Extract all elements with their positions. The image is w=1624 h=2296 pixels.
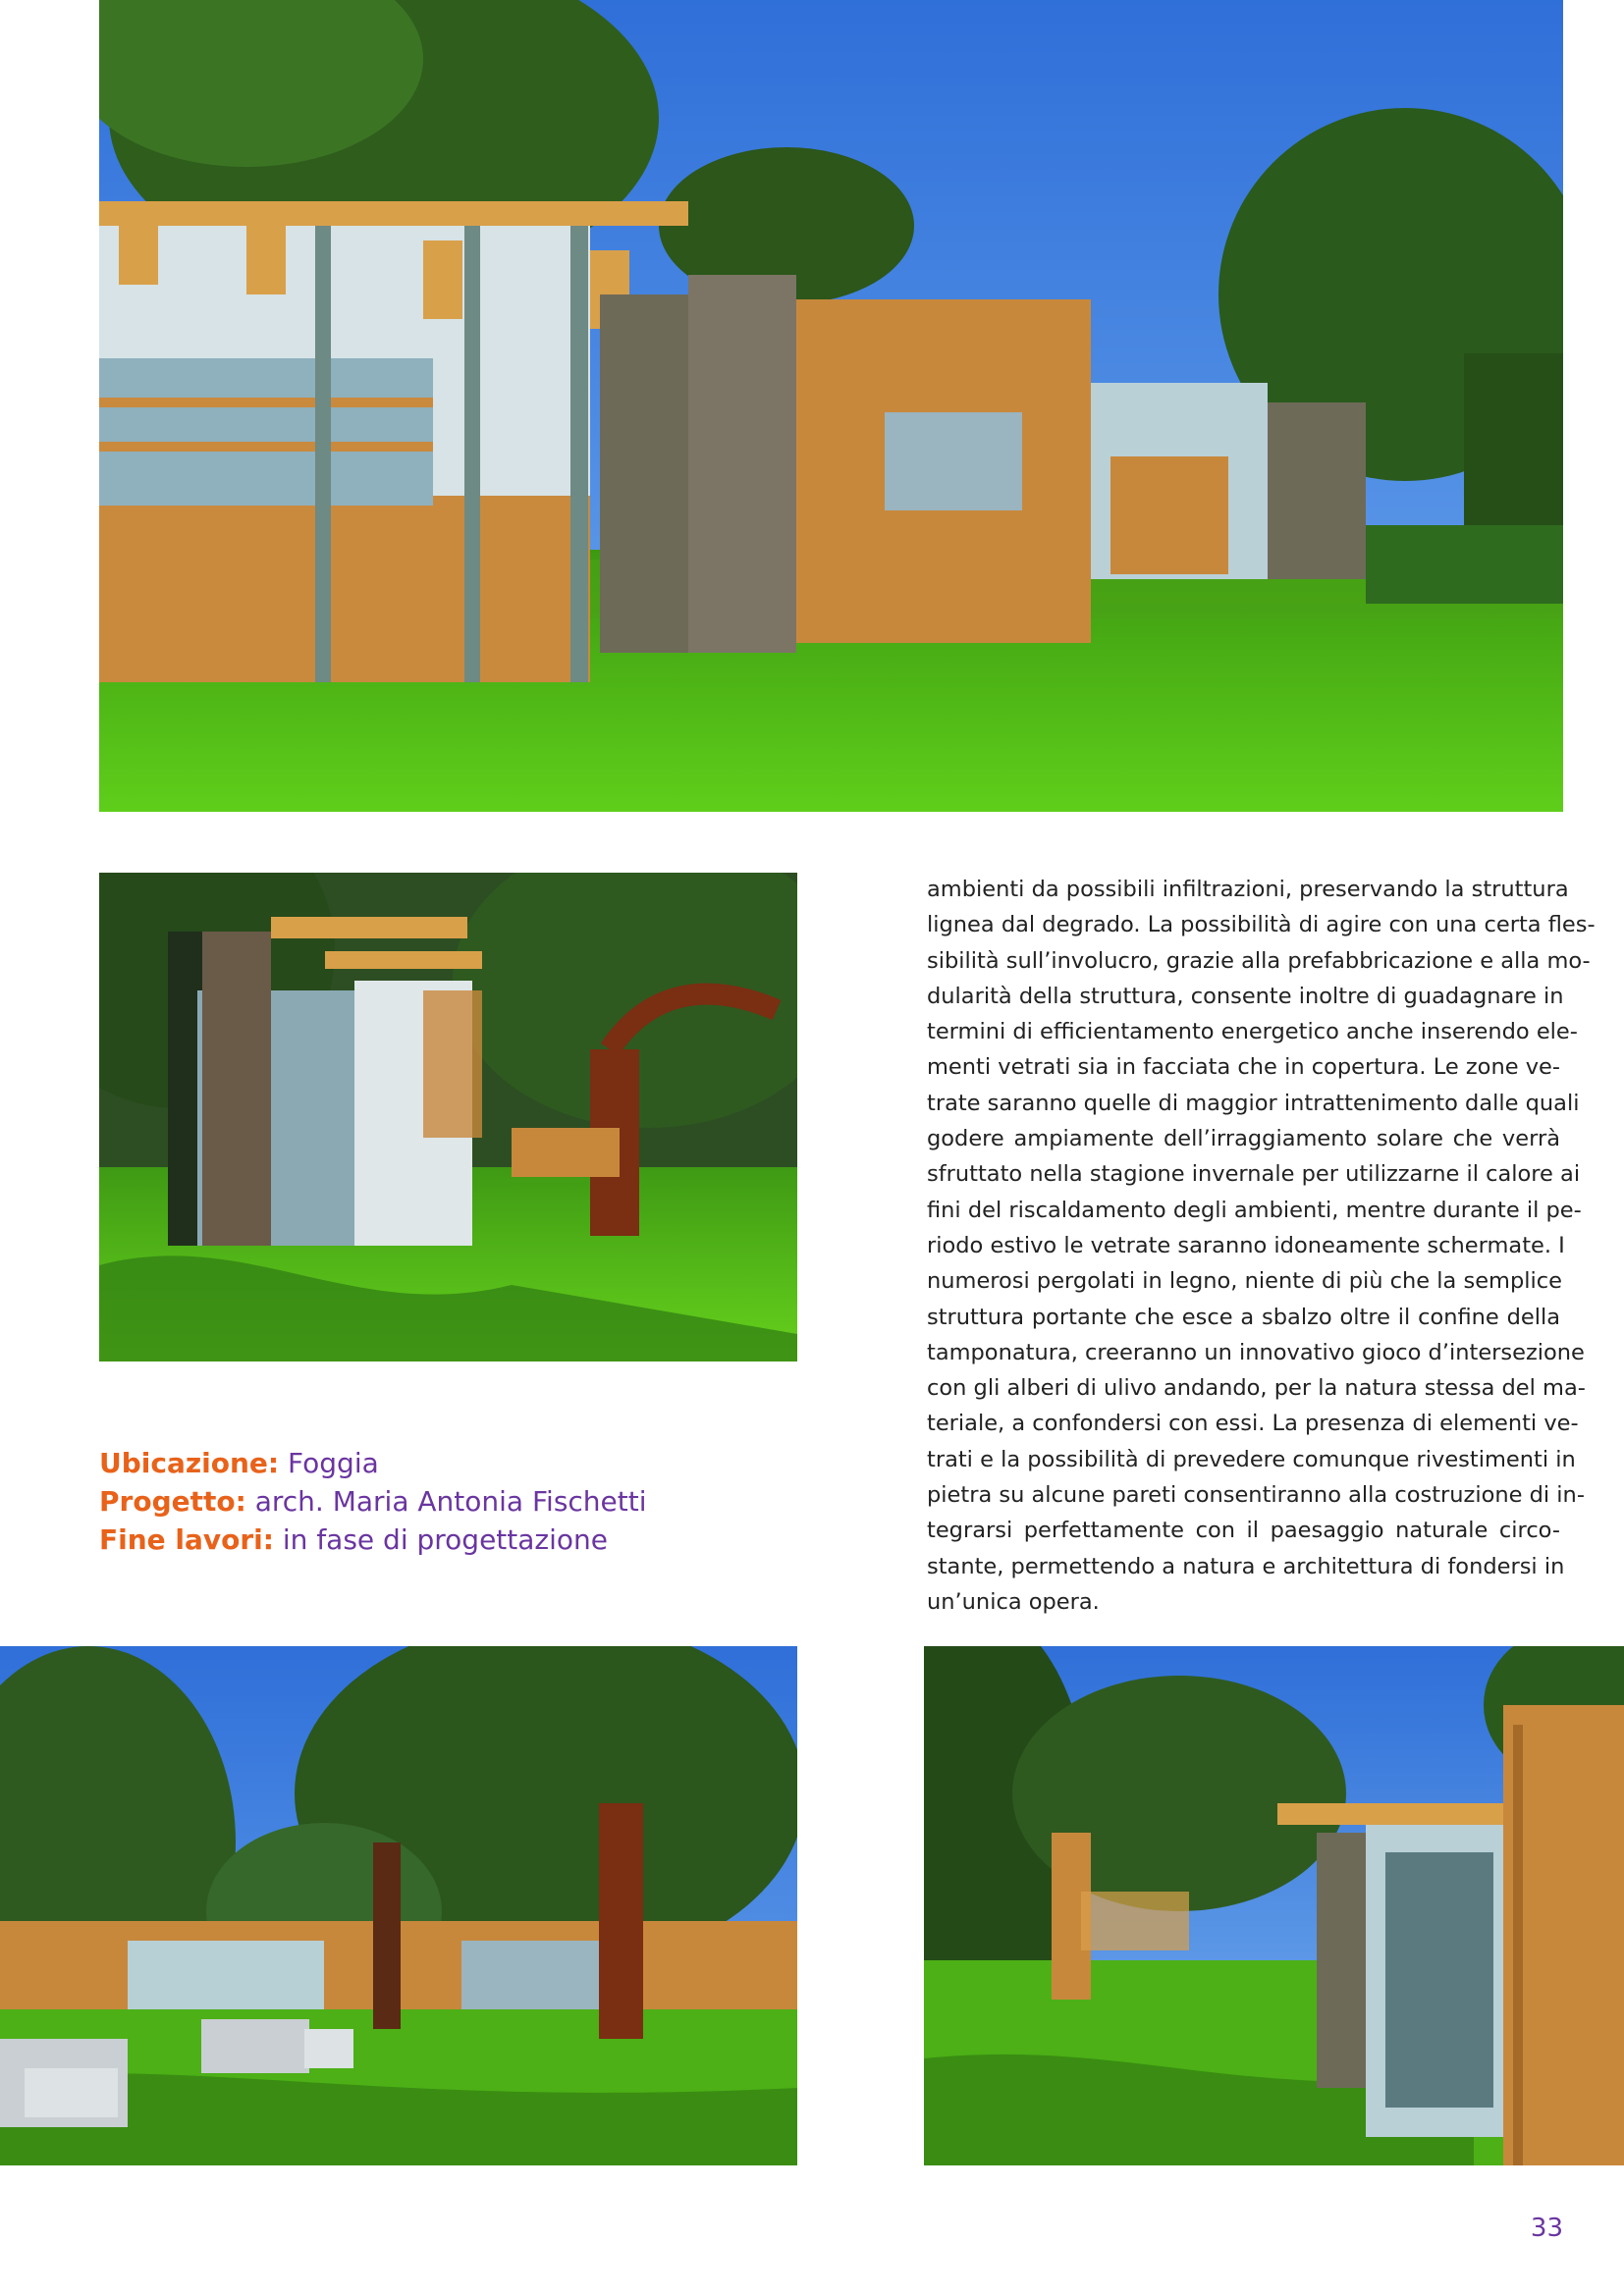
caption-location-label: Ubicazione: [99,1447,280,1479]
photo-garden-terrace [0,1646,797,2165]
caption-location-value: Foggia [288,1447,379,1479]
photo-house-front [99,0,1563,812]
body-line: ambienti da possibili infiltrazioni, preservando la struttura [927,877,1569,902]
body-line: un’unica opera. [927,1588,1100,1615]
body-line: con gli alberi di ulivo andando, per la natura stessa del ma- [927,1375,1586,1402]
body-line: menti vetrati sia in facciata che in copertura. Le zone ve- [927,1054,1560,1081]
photo-entrance-pergola [99,873,797,1362]
body-line: trati e la possibilità di prevedere comunque rivestimenti in [927,1446,1576,1472]
body-line: riodo estivo le vetrate saranno idoneamente schermate. I [927,1232,1565,1258]
body-line: dularità della struttura, consente inoltre di guadagnare in [927,983,1564,1009]
caption-project-label: Progetto: [99,1485,246,1518]
caption-end-label: Fine lavori: [99,1523,274,1556]
caption-project-value: arch. Maria Antonia Fischetti [254,1485,647,1518]
body-line: termini di efficientamento energetico anche inserendo ele- [927,1019,1578,1045]
body-line: sibilità sull’involucro, grazie alla prefabbricazione e alla mo- [927,947,1591,974]
body-line: struttura portante che esce a sbalzo oltre il confine della [927,1304,1560,1330]
page-number: 33 [1530,2214,1563,2243]
body-line: stante, permettendo a natura e architettura di fondersi in [927,1553,1565,1579]
body-line: numerosi pergolati in legno, niente di più che la semplice [927,1268,1562,1295]
body-line: fini del riscaldamento degli ambienti, mentre durante il pe- [927,1197,1582,1223]
caption-end-value: in fase di progettazione [282,1523,608,1556]
body-line: godere ampiamente dell’irraggiamento solare che verrà [927,1126,1560,1152]
body-line: teriale, a confondersi con essi. La presenza di elementi ve- [927,1411,1579,1437]
body-line: sfruttato nella stagione invernale per utilizzarne il calore ai [927,1161,1581,1188]
body-line: trate saranno quelle di maggior intrattenimento dalle quali [927,1090,1580,1116]
project-caption [99,1444,747,1559]
body-line: lignea dal degrado. La possibilità di agire con una certa fles- [927,912,1596,938]
body-line: pietra su alcune pareti consentiranno alla costruzione di in- [927,1482,1585,1509]
caption-location [99,1444,747,1482]
caption-project [99,1482,747,1521]
body-line: tamponatura, creeranno un innovativo gioco d’intersezione [927,1339,1585,1365]
article-body [927,872,1596,1620]
photo-side-walkway [924,1646,1624,2165]
caption-end [99,1521,747,1559]
body-line: tegrarsi perfettamente con il paesaggio naturale circo- [927,1518,1560,1544]
